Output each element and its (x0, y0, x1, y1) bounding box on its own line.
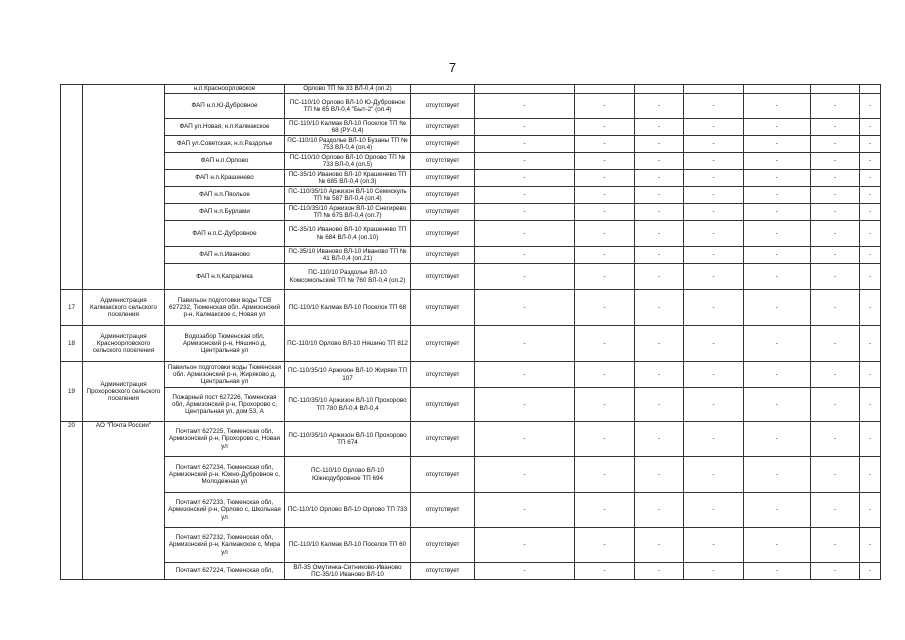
organization-cell (83, 85, 165, 290)
value-cell: - (475, 388, 575, 422)
object-cell: Почтамт 627233, Тюменская обл, Армизонский р-н, Орлово с, Школьная ул (165, 493, 285, 528)
value-cell: - (475, 457, 575, 493)
value-cell: - (684, 204, 744, 221)
value-cell: - (811, 563, 860, 580)
value-cell: - (635, 170, 684, 187)
value-cell: - (575, 94, 635, 119)
connection-cell: ПС-110/10 Орлово ВЛ-10 Ю-Дубровное ТП № 65 ВЛ-0,4 "Быт-2" (оп.4) (285, 94, 411, 119)
value-cell: - (475, 493, 575, 528)
status-cell: отсутствует (411, 290, 475, 326)
value-cell: - (860, 422, 881, 457)
value-cell: - (635, 119, 684, 136)
value-cell (575, 85, 635, 94)
value-cell: - (475, 290, 575, 326)
connection-cell: ПС-110/10 Калмак ВЛ-10 Поселок ТП № 68 (РУ-0,4) (285, 119, 411, 136)
value-cell: - (860, 153, 881, 170)
connection-cell: ПС-110/10 Орлово ВЛ-10 Орлово ТП 733 (285, 493, 411, 528)
status-cell: отсутствует (411, 119, 475, 136)
value-cell: - (811, 94, 860, 119)
value-cell: - (811, 528, 860, 563)
value-cell: - (744, 247, 811, 264)
value-cell: - (475, 264, 575, 290)
row-number-cell: 19 (61, 362, 83, 422)
status-cell: отсутствует (411, 136, 475, 153)
status-cell: отсутствует (411, 362, 475, 388)
value-cell: - (475, 326, 575, 362)
value-cell (684, 85, 744, 94)
value-cell: - (684, 94, 744, 119)
value-cell: - (860, 264, 881, 290)
connection-cell: ПС-110/10 Раздолье ВЛ-10 Комсомольский ТП № 760 ВЛ-0,4 (оп.2) (285, 264, 411, 290)
value-cell: - (811, 493, 860, 528)
value-cell: - (744, 264, 811, 290)
value-cell: - (635, 528, 684, 563)
table-row (61, 153, 881, 170)
status-cell (411, 85, 475, 94)
object-cell: ФАП н.п.Орлово (165, 153, 285, 170)
value-cell: - (575, 528, 635, 563)
table-row (61, 290, 881, 326)
value-cell: - (811, 247, 860, 264)
object-cell: ФАП н.п.Бурлами (165, 204, 285, 221)
status-cell: отсутствует (411, 247, 475, 264)
value-cell: - (744, 136, 811, 153)
connection-cell: ПС-110/35/10 Аржизон ВЛ-10 Прохорово ТП 780 ВЛ-0,4 ВЛ-0,4 (285, 388, 411, 422)
connection-cell: ПС-110/10 Орлово ВЛ-10 Южнодубровное ТП 694 (285, 457, 411, 493)
value-cell: - (744, 204, 811, 221)
value-cell: - (575, 153, 635, 170)
value-cell: - (860, 187, 881, 204)
value-cell: - (860, 326, 881, 362)
table-row (61, 85, 881, 94)
value-cell: - (811, 388, 860, 422)
value-cell (635, 85, 684, 94)
table-row (61, 563, 881, 580)
value-cell: - (684, 528, 744, 563)
row-number-cell: 18 (61, 326, 83, 362)
value-cell: - (811, 264, 860, 290)
object-cell: ФАП н.п.Иваново (165, 247, 285, 264)
connection-cell: ПС-110/10 Орлово ВЛ-10 Няшино ТП 812 (285, 326, 411, 362)
object-cell: Почтамт 627225, Тюменская обл, Армизонский р-н, Прохорово с, Новая ул (165, 422, 285, 457)
status-cell: отсутствует (411, 264, 475, 290)
value-cell: - (860, 528, 881, 563)
row-number-cell: 17 (61, 290, 83, 326)
value-cell: - (684, 388, 744, 422)
value-cell: - (744, 457, 811, 493)
value-cell: - (475, 221, 575, 247)
value-cell (860, 85, 881, 94)
value-cell: - (811, 290, 860, 326)
value-cell: - (575, 119, 635, 136)
value-cell: - (860, 221, 881, 247)
status-cell: отсутствует (411, 457, 475, 493)
value-cell: - (635, 204, 684, 221)
status-cell: отсутствует (411, 94, 475, 119)
connection-cell: ПС-35/10 Иваново ВЛ-10 Иваново ТП № 41 ВЛ-0,4 (оп.21) (285, 247, 411, 264)
value-cell: - (811, 221, 860, 247)
value-cell: - (860, 94, 881, 119)
value-cell: - (635, 326, 684, 362)
connection-cell: ПС-110/10 Калмак ВЛ-10 Поселок ТП 60 (285, 528, 411, 563)
value-cell: - (635, 493, 684, 528)
value-cell: - (684, 422, 744, 457)
value-cell: - (811, 457, 860, 493)
connection-cell: ПС-110/10 Орлово ВЛ-10 Орлово ТП № 733 ВЛ-0,4 (оп.5) (285, 153, 411, 170)
row-number-cell: 20 (61, 422, 83, 580)
value-cell: - (684, 153, 744, 170)
value-cell: - (684, 170, 744, 187)
connection-cell: ПС-110/35/10 Аржизон ВЛ-10 Семискуль ТП № 587 ВЛ-0,4 (оп.4) (285, 187, 411, 204)
object-cell: н.п.Красноорловское (165, 85, 285, 94)
value-cell: - (811, 136, 860, 153)
value-cell: - (684, 362, 744, 388)
value-cell: - (575, 264, 635, 290)
table-row (61, 493, 881, 528)
value-cell: - (635, 264, 684, 290)
connection-cell: ПС-110/35/10 Аржизон ВЛ-10 Прохорово ТП 674 (285, 422, 411, 457)
value-cell: - (475, 563, 575, 580)
table-row (61, 264, 881, 290)
status-cell: отсутствует (411, 528, 475, 563)
value-cell: - (635, 422, 684, 457)
table-row (61, 187, 881, 204)
value-cell: - (684, 187, 744, 204)
organization-cell: Администрация Калмакского сельского поселения (83, 290, 165, 326)
value-cell: - (744, 493, 811, 528)
status-cell: отсутствует (411, 153, 475, 170)
value-cell: - (744, 170, 811, 187)
value-cell: - (860, 457, 881, 493)
object-cell: Павильон подготовки воды ТСВ 627232, Тюменская обл. Армизонский р-н, Калмакское с, Новая ул (165, 290, 285, 326)
value-cell: - (575, 170, 635, 187)
value-cell: - (811, 170, 860, 187)
value-cell: - (635, 153, 684, 170)
value-cell: - (684, 119, 744, 136)
value-cell: - (860, 204, 881, 221)
value-cell: - (635, 221, 684, 247)
object-cell: Почтамт 627224, Тюменская обл, (165, 563, 285, 580)
value-cell: - (684, 493, 744, 528)
connection-cell: ПС-35/10 Иваново ВЛ-10 Крашенево ТП № 684 ВЛ-0,4 (оп.10) (285, 221, 411, 247)
value-cell: - (744, 422, 811, 457)
value-cell: - (860, 290, 881, 326)
value-cell: - (860, 388, 881, 422)
value-cell: - (684, 457, 744, 493)
value-cell: - (811, 362, 860, 388)
value-cell: - (575, 422, 635, 457)
organization-cell: Администрация Красноорловского сельского поселения (83, 326, 165, 362)
object-cell: ФАП н.п.Пяольое (165, 187, 285, 204)
status-cell: отсутствует (411, 563, 475, 580)
value-cell: - (575, 187, 635, 204)
value-cell: - (475, 119, 575, 136)
value-cell: - (860, 493, 881, 528)
value-cell: - (744, 221, 811, 247)
value-cell: - (575, 563, 635, 580)
value-cell: - (811, 326, 860, 362)
status-cell: отсутствует (411, 493, 475, 528)
value-cell: - (575, 326, 635, 362)
connection-cell: ВЛ-35 Омутинка-Ситниково-Иваново ПС-35/10 Иваново ВЛ-10 (285, 563, 411, 580)
value-cell: - (684, 136, 744, 153)
object-cell: ФАП ул.Новая, н.п.Калмакское (165, 119, 285, 136)
value-cell: - (635, 187, 684, 204)
value-cell: - (811, 204, 860, 221)
value-cell: - (860, 170, 881, 187)
object-cell: Пожарный пост 627226, Тюменская обл, Армизонский р-н, Прохорово с, Центральная ул, дом 53, А (165, 388, 285, 422)
object-cell: ФАП н.п.С-Дубровное (165, 221, 285, 247)
status-cell: отсутствует (411, 170, 475, 187)
row-number-cell (61, 85, 83, 290)
value-cell: - (811, 422, 860, 457)
object-cell: Павильон подготовки воды Тюменская обл. Армизонский р-н, Жиряково д, Центральная ул (165, 362, 285, 388)
value-cell: - (744, 563, 811, 580)
connection-cell: ПС-35/10 Иваново ВЛ-10 Крашенево ТП № 685 ВЛ-0,4 (оп.3) (285, 170, 411, 187)
value-cell: - (575, 136, 635, 153)
table-row (61, 119, 881, 136)
value-cell: - (475, 362, 575, 388)
value-cell: - (475, 153, 575, 170)
object-cell: Водозабор Тюменская обл, Армизонский р-н, Няшино д, Центральная ул (165, 326, 285, 362)
object-cell: ФАП н.п.Капралика (165, 264, 285, 290)
table-row (61, 388, 881, 422)
page-number: 7 (448, 60, 457, 75)
value-cell: - (475, 187, 575, 204)
table-row (61, 136, 881, 153)
value-cell: - (575, 388, 635, 422)
object-cell: Почтамт 627234, Тюменская обл, Армизонский р-н, Южно-Дубровное с, Молодежная ул (165, 457, 285, 493)
table-row (61, 221, 881, 247)
object-cell: ФАП н.п.Крашенево (165, 170, 285, 187)
value-cell: - (811, 153, 860, 170)
value-cell: - (744, 153, 811, 170)
value-cell: - (684, 326, 744, 362)
organization-cell: АО "Почта России" (83, 422, 165, 580)
value-cell: - (575, 362, 635, 388)
value-cell: - (744, 326, 811, 362)
value-cell: - (684, 563, 744, 580)
value-cell: - (860, 563, 881, 580)
value-cell: - (744, 119, 811, 136)
value-cell (744, 85, 811, 94)
connection-cell: ПС-110/35/10 Аржизон ВЛ-10 Жиряки ТП 107 (285, 362, 411, 388)
table-row (61, 422, 881, 457)
status-cell: отсутствует (411, 204, 475, 221)
value-cell: - (635, 362, 684, 388)
value-cell: - (635, 247, 684, 264)
status-cell: отсутствует (411, 422, 475, 457)
value-cell: - (744, 94, 811, 119)
value-cell: - (860, 119, 881, 136)
connections-table (60, 84, 881, 580)
value-cell: - (684, 247, 744, 264)
value-cell (811, 85, 860, 94)
value-cell: - (475, 94, 575, 119)
value-cell: - (475, 170, 575, 187)
value-cell: - (475, 422, 575, 457)
value-cell: - (744, 528, 811, 563)
organization-cell: Администрация Прохоровского сельского поселения (83, 362, 165, 422)
connection-cell: ПС-110/10 Калмак ВЛ-10 Поселок ТП 68 (285, 290, 411, 326)
value-cell: - (575, 493, 635, 528)
table-row (61, 204, 881, 221)
value-cell: - (860, 136, 881, 153)
value-cell: - (635, 457, 684, 493)
value-cell: - (635, 94, 684, 119)
table-row (61, 528, 881, 563)
value-cell: - (575, 221, 635, 247)
value-cell: - (575, 290, 635, 326)
value-cell: - (744, 290, 811, 326)
status-cell: отсутствует (411, 388, 475, 422)
value-cell: - (475, 136, 575, 153)
value-cell: - (684, 290, 744, 326)
value-cell (475, 85, 575, 94)
value-cell: - (475, 247, 575, 264)
object-cell: ФАП н.п.Ю-Дубровное (165, 94, 285, 119)
value-cell: - (860, 362, 881, 388)
status-cell: отсутствует (411, 221, 475, 247)
value-cell: - (684, 264, 744, 290)
status-cell: отсутствует (411, 187, 475, 204)
connection-cell: ПС-110/10 Раздолье ВЛ-10 Бузаны ТП № 753 ВЛ-0,4 (оп.4) (285, 136, 411, 153)
value-cell: - (475, 204, 575, 221)
value-cell: - (860, 247, 881, 264)
value-cell: - (575, 457, 635, 493)
value-cell: - (635, 290, 684, 326)
value-cell: - (635, 388, 684, 422)
table-row (61, 457, 881, 493)
value-cell: - (811, 187, 860, 204)
status-cell: отсутствует (411, 326, 475, 362)
table-row (61, 326, 881, 362)
table-row (61, 170, 881, 187)
value-cell: - (684, 221, 744, 247)
object-cell: Почтамт 627232, Тюменская обл, Армизонский р-н, Калмакское с, Мира ул (165, 528, 285, 563)
table-row (61, 362, 881, 388)
table-row (61, 247, 881, 264)
value-cell: - (635, 136, 684, 153)
value-cell: - (744, 362, 811, 388)
value-cell: - (475, 528, 575, 563)
value-cell: - (811, 119, 860, 136)
value-cell: - (575, 247, 635, 264)
value-cell: - (575, 204, 635, 221)
value-cell: - (635, 563, 684, 580)
connection-cell: ПС-110/35/10 Аржизон ВЛ-10 Снегирево ТП № 675 ВЛ-0,4 (оп.7) (285, 204, 411, 221)
value-cell: - (744, 388, 811, 422)
value-cell: - (744, 187, 811, 204)
connection-cell: Орлово ТП № 33 ВЛ-0,4 (оп.2) (285, 85, 411, 94)
table-row (61, 94, 881, 119)
object-cell: ФАП ул.Советская, н.п.Раздолье (165, 136, 285, 153)
